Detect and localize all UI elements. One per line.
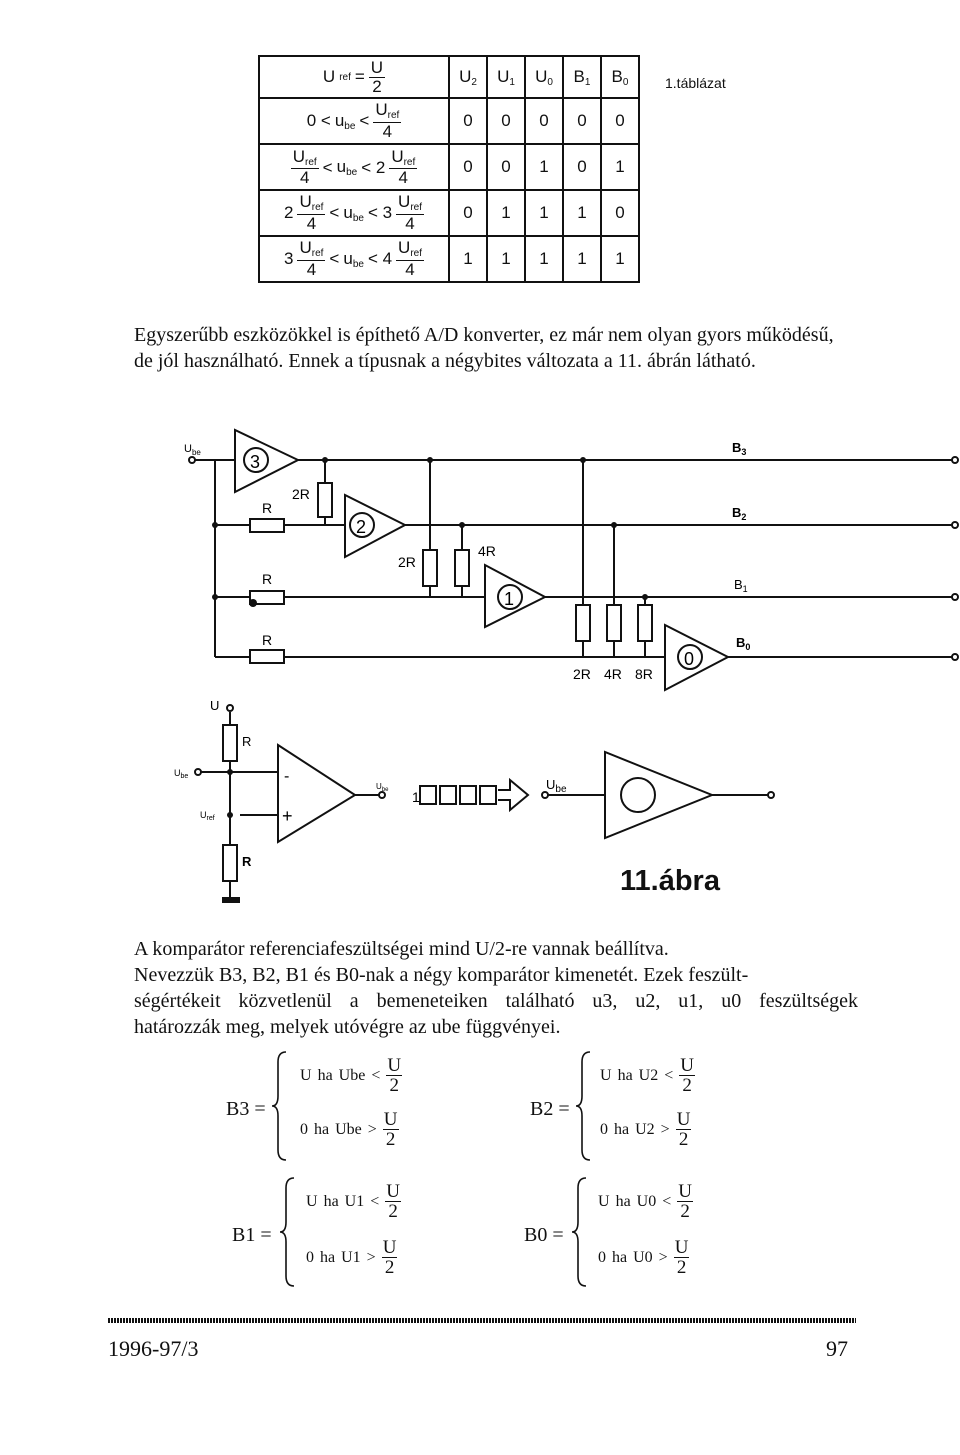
header-cond-frac-n: U bbox=[370, 57, 384, 77]
cond-pre-frac-sub: ref bbox=[311, 202, 324, 214]
cond-pre-frac-n: U bbox=[299, 192, 312, 212]
legend-symbol-input: $U_{be}$ bbox=[546, 777, 567, 795]
comparator-1-label: 1 bbox=[504, 589, 515, 609]
eq-value: 0 bbox=[600, 1120, 608, 1138]
eq-value: U bbox=[598, 1192, 610, 1210]
table-condition-cell: $\frac{U_{ref}}{4}$ < $u_{be}$ < 2 $\frac{U_{ref}}{4}$ bbox=[259, 144, 449, 190]
header-col-main: U bbox=[459, 66, 472, 86]
cond-frac-n: U bbox=[398, 238, 411, 258]
eq-ha: ha bbox=[617, 1066, 633, 1084]
header-col-sub: 0 bbox=[622, 76, 629, 88]
resistor-label: 4R bbox=[478, 543, 496, 559]
body-paragraph bbox=[134, 936, 858, 1040]
eq-frac-d: 2 bbox=[682, 1075, 692, 1096]
paragraph-line: A komparátor referenciafeszültségei mind U/2-re vannak beállítva. bbox=[134, 938, 669, 960]
table-cell: 1 bbox=[601, 144, 639, 190]
paragraph-line: Nevezzük B3, B2, B1 és B0-nak a négy komparátor kimenetét. Ezek feszült- bbox=[134, 964, 749, 986]
cond-mid: < 3 bbox=[367, 203, 393, 222]
cond-pre-frac-sub: ref bbox=[305, 156, 317, 168]
eq-frac-n: U bbox=[387, 1055, 402, 1076]
resistor-label: 4R bbox=[604, 666, 622, 682]
equation-lhs: B1 = bbox=[232, 1224, 272, 1246]
cond-frac-n: U bbox=[391, 146, 404, 166]
comparator-3-label: 3 bbox=[250, 452, 261, 472]
header-col-main: B bbox=[611, 66, 623, 86]
eq-op: > bbox=[367, 1120, 377, 1138]
eq-op: > bbox=[660, 1120, 670, 1138]
cond-mid: < bbox=[359, 111, 370, 130]
eq-value: 0 bbox=[598, 1248, 606, 1266]
output-b1-label: $B_1$ bbox=[734, 577, 748, 594]
legend-in-plus: $U_{ref}$ bbox=[200, 810, 215, 822]
output-b3-label: $B_3$ bbox=[732, 440, 747, 457]
cond-frac-d: 4 bbox=[398, 168, 409, 188]
eq-frac-n: U bbox=[678, 1181, 692, 1202]
eq-frac-d: 2 bbox=[385, 1129, 396, 1150]
footer-rule bbox=[108, 1318, 856, 1323]
brace-icon bbox=[278, 1176, 298, 1288]
brace-icon bbox=[570, 1176, 590, 1288]
cond-var: u bbox=[343, 248, 353, 268]
cond-mid: < 4 bbox=[367, 249, 393, 268]
output-b2-label: $B_2$ bbox=[732, 505, 747, 522]
table-cell: 0 bbox=[487, 98, 525, 144]
eq-var: U0 bbox=[633, 1248, 653, 1266]
table-caption: 1.táblázat bbox=[665, 75, 726, 91]
cond-pre-coef: 2 bbox=[283, 203, 294, 222]
header-cond-lhs: U bbox=[322, 67, 336, 86]
legend-minus-sign: - bbox=[284, 768, 290, 785]
legend-in-minus: $U_{be}$ bbox=[174, 768, 189, 780]
cond-pre-coef: 3 bbox=[283, 249, 294, 268]
legend-r-bottom: R bbox=[242, 854, 252, 869]
eq-value: U bbox=[300, 1066, 312, 1084]
eq-op: < bbox=[370, 1192, 380, 1210]
paragraph-line: határozzák meg, melyek utóvégre az ube függvényei. bbox=[134, 1016, 561, 1038]
cond-mid: < 2 bbox=[361, 157, 386, 177]
resistor-label: 2R bbox=[292, 486, 310, 502]
eq-frac-d: 2 bbox=[676, 1257, 687, 1278]
paragraph-line: ségértékeit közvetlenül a bemeneteiken található u3, u2, u1, u0 feszültségek bbox=[134, 990, 858, 1012]
resistor-label: R bbox=[262, 571, 273, 587]
table-cell: 1 bbox=[487, 190, 525, 236]
eq-ha: ha bbox=[323, 1192, 339, 1210]
cond-frac-n: U bbox=[398, 192, 411, 212]
table-cell: 1 bbox=[525, 144, 563, 190]
circuit-input-label: $U_{be}$ bbox=[184, 443, 201, 457]
cond-pre-frac-d: 4 bbox=[306, 213, 317, 233]
table-cell: 0 bbox=[449, 144, 487, 190]
comparator-2-label: 2 bbox=[356, 517, 367, 537]
table-condition-cell: 3 $\frac{U_{ref}}{4}$ < $u_{be}$ < 4 $\frac{U_{ref}}{4}$ bbox=[259, 236, 449, 282]
header-col-sub: 0 bbox=[547, 76, 553, 88]
legend-bit-label: 1 bbox=[412, 789, 420, 805]
eq-op: > bbox=[366, 1248, 376, 1266]
table-cell: 1 bbox=[449, 236, 487, 282]
header-col-sub: 1 bbox=[584, 76, 591, 88]
cond-frac-sub: ref bbox=[410, 248, 422, 260]
table-cell: 1 bbox=[525, 236, 563, 282]
eq-frac-d: 2 bbox=[388, 1201, 398, 1222]
cond-pre: 0 < bbox=[306, 111, 331, 130]
eq-frac-d: 2 bbox=[680, 1201, 690, 1222]
eq-ha: ha bbox=[320, 1248, 336, 1266]
header-col-sub: 1 bbox=[509, 76, 515, 88]
cond-frac-sub: ref bbox=[387, 110, 400, 122]
cond-var-sub: be bbox=[346, 167, 358, 178]
eq-op: < bbox=[371, 1066, 381, 1084]
eq-value: U bbox=[306, 1192, 318, 1210]
header-col-main: B bbox=[573, 66, 585, 86]
cond-var: u bbox=[336, 157, 347, 176]
cond-frac-sub: ref bbox=[403, 156, 416, 168]
eq-op: < bbox=[664, 1066, 674, 1084]
eq-value: 0 bbox=[306, 1248, 314, 1266]
header-col-main: U bbox=[497, 66, 510, 86]
eq-frac-n: U bbox=[382, 1237, 397, 1258]
eq-frac-n: U bbox=[680, 1055, 694, 1076]
cond-pre-frac-d: 4 bbox=[299, 168, 310, 188]
table-cell: 1 bbox=[525, 190, 563, 236]
table-cell: 0 bbox=[449, 98, 487, 144]
cond-frac-d: 4 bbox=[405, 259, 415, 279]
table-cell: 0 bbox=[563, 98, 601, 144]
eq-ha: ha bbox=[615, 1192, 631, 1210]
eq-ha: ha bbox=[317, 1066, 333, 1084]
equation-lhs: B2 = bbox=[530, 1098, 570, 1120]
resistor-label: 8R bbox=[635, 666, 653, 682]
table-cell: 1 bbox=[563, 190, 601, 236]
equation-lhs: B3 = bbox=[226, 1098, 266, 1120]
cond-var-sub: be bbox=[352, 212, 364, 224]
page-number: 97 bbox=[826, 1336, 848, 1361]
eq-var: U1 bbox=[344, 1192, 365, 1210]
cond-var-sub: be bbox=[352, 258, 364, 270]
resistor-label: 2R bbox=[573, 666, 591, 682]
cond-pre-frac-n: U bbox=[299, 238, 312, 258]
eq-value: 0 bbox=[300, 1120, 308, 1138]
eq-op: < bbox=[662, 1192, 672, 1210]
eq-ha: ha bbox=[614, 1120, 630, 1138]
eq-value: U bbox=[600, 1066, 612, 1084]
header-cond-eq: = bbox=[354, 67, 365, 86]
cond-pre-frac-n: U bbox=[292, 146, 305, 166]
eq-var: Ube bbox=[335, 1120, 362, 1138]
legend-out-label: $U_{be}$ bbox=[376, 782, 389, 793]
eq-frac-n: U bbox=[676, 1109, 691, 1130]
table-cell: 0 bbox=[601, 98, 639, 144]
header-cond-sub: ref bbox=[339, 71, 351, 83]
table-cell: 0 bbox=[601, 190, 639, 236]
table-cell: 1 bbox=[487, 236, 525, 282]
header-col-main: U bbox=[535, 66, 548, 86]
comparator-0-label: 0 bbox=[684, 649, 695, 669]
legend-plus-sign: + bbox=[282, 806, 293, 826]
eq-ha: ha bbox=[314, 1120, 330, 1138]
cond-var-sub: be bbox=[344, 120, 356, 132]
legend-r-top: R bbox=[242, 734, 252, 749]
equation-lhs: B0 = bbox=[524, 1224, 564, 1246]
eq-frac-n: U bbox=[386, 1181, 400, 1202]
table-condition-cell: 2 $\frac{U_{ref}}{4}$ < $u_{be}$ < 3 $\frac{U_{ref}}{4}$ bbox=[259, 190, 449, 236]
table-cell: 0 bbox=[449, 190, 487, 236]
eq-ha: ha bbox=[612, 1248, 628, 1266]
table-cell: 0 bbox=[563, 144, 601, 190]
resistor-label: 2R bbox=[398, 554, 416, 570]
eq-frac-d: 2 bbox=[384, 1257, 395, 1278]
eq-var: U2 bbox=[635, 1120, 655, 1138]
cond-frac-sub: ref bbox=[410, 202, 422, 214]
eq-frac-d: 2 bbox=[678, 1129, 689, 1150]
issue-number: 1996-97/3 bbox=[108, 1336, 199, 1361]
resistor-label: R bbox=[262, 632, 273, 648]
cond-var: u bbox=[343, 202, 353, 222]
eq-frac-n: U bbox=[674, 1237, 689, 1258]
eq-frac-n: U bbox=[383, 1109, 398, 1130]
table-cell: 0 bbox=[487, 144, 525, 190]
eq-var: U2 bbox=[638, 1066, 659, 1084]
eq-var: U1 bbox=[341, 1248, 361, 1266]
table-cell: 1 bbox=[563, 236, 601, 282]
header-cond-frac-d: 2 bbox=[372, 76, 382, 96]
brace-icon bbox=[574, 1050, 594, 1162]
eq-frac-d: 2 bbox=[389, 1075, 399, 1096]
cond-frac-d: 4 bbox=[405, 213, 415, 233]
output-b0-label: $B_0$ bbox=[736, 635, 751, 652]
cond-frac-d: 4 bbox=[382, 121, 393, 141]
table-cell: 0 bbox=[525, 98, 563, 144]
header-col-sub: 2 bbox=[471, 76, 477, 88]
eq-var: U0 bbox=[636, 1192, 657, 1210]
eq-op: > bbox=[658, 1248, 668, 1266]
cond-pre-frac-d: 4 bbox=[306, 259, 317, 279]
cond-frac-n: U bbox=[375, 100, 388, 120]
resistor-label: R bbox=[262, 500, 273, 516]
legend-supply-label: U bbox=[210, 698, 220, 713]
brace-icon bbox=[270, 1050, 290, 1162]
cond-pre-frac-sub: ref bbox=[311, 248, 324, 260]
cond-var: u bbox=[334, 110, 345, 130]
eq-var: Ube bbox=[338, 1066, 366, 1084]
figure-label: 11.ábra bbox=[620, 865, 720, 897]
intro-paragraph: Egyszerűbb eszközökkel is építhető A/D konverter, ez már nem olyan gyors működésű, de jól használható. Ennek a típusnak a négybites változata a 11. ábrán látható. bbox=[134, 324, 834, 372]
table-cell: 1 bbox=[601, 236, 639, 282]
